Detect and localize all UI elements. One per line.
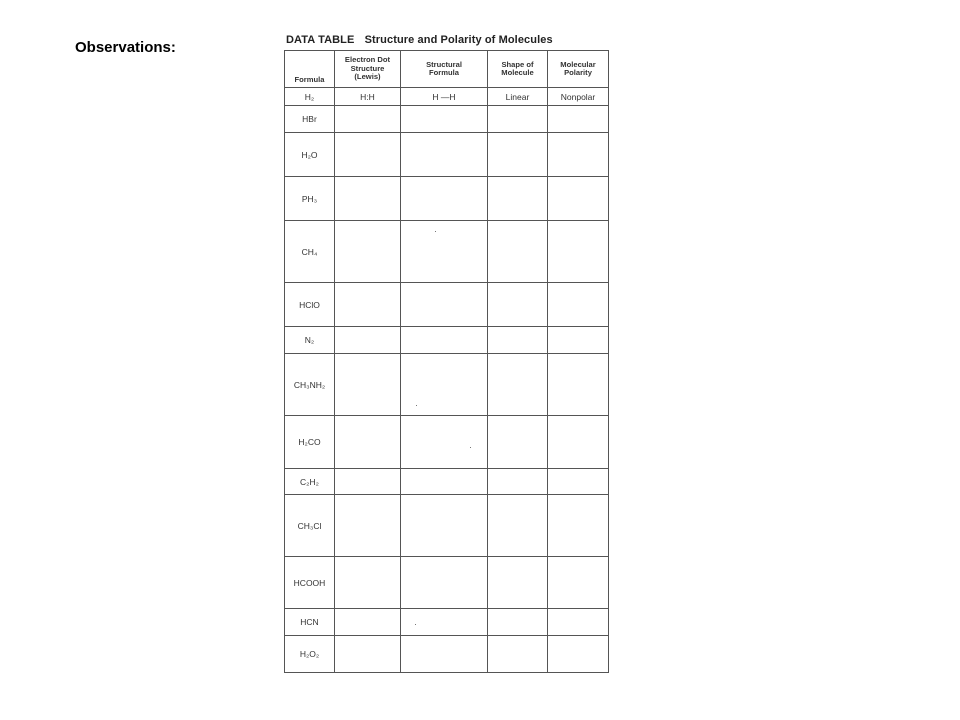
structural-cell <box>401 283 488 327</box>
table-row <box>285 354 609 416</box>
polarity-cell <box>548 609 609 636</box>
shape-cell <box>488 469 548 495</box>
example-lewis-cell: H:H <box>335 88 401 106</box>
shape-cell <box>488 106 548 133</box>
table-row <box>285 133 609 177</box>
table-row <box>285 221 609 283</box>
lewis-cell <box>335 469 401 495</box>
example-structural-cell: H —H <box>401 88 488 106</box>
shape-cell <box>488 354 548 416</box>
formula-cell: H₂O₂ <box>285 636 335 673</box>
structural-cell <box>401 557 488 609</box>
polarity-cell <box>548 636 609 673</box>
table-row <box>285 495 609 557</box>
data-table-lead: DATA TABLE <box>286 34 355 46</box>
table-row <box>285 609 609 636</box>
shape-cell <box>488 221 548 283</box>
data-table-title <box>286 34 553 46</box>
formula-cell: H₂CO <box>285 416 335 469</box>
formula-cell: H₂O <box>285 133 335 177</box>
formula-cell: CH₄ <box>285 221 335 283</box>
structural-cell <box>401 636 488 673</box>
lewis-cell <box>335 354 401 416</box>
example-polarity-cell: Nonpolar <box>548 88 609 106</box>
formula-cell: CH₃Cl <box>285 495 335 557</box>
polarity-cell <box>548 221 609 283</box>
example-shape-cell: Linear <box>488 88 548 106</box>
header-shape-line: Molecule <box>501 68 534 77</box>
header-polarity <box>548 51 609 88</box>
polarity-cell <box>548 177 609 221</box>
header-shape-line: Shape of <box>501 59 534 69</box>
example-row <box>285 88 609 106</box>
structural-cell <box>401 354 488 416</box>
header-polarity-line: Molecular <box>560 59 596 69</box>
formula-cell: HCN <box>285 609 335 636</box>
table-row <box>285 636 609 673</box>
polarity-cell <box>548 354 609 416</box>
example-formula-cell: H₂ <box>285 88 335 106</box>
formula-cell: C₂H₂ <box>285 469 335 495</box>
shape-cell <box>488 327 548 354</box>
scan-speck <box>435 231 436 232</box>
lewis-cell <box>335 609 401 636</box>
shape-cell <box>488 133 548 177</box>
header-structural <box>401 51 488 88</box>
lewis-cell <box>335 495 401 557</box>
lewis-cell <box>335 557 401 609</box>
shape-cell <box>488 416 548 469</box>
structural-cell <box>401 177 488 221</box>
header-structural-line: Structural <box>426 59 462 69</box>
polarity-cell <box>548 133 609 177</box>
shape-cell <box>488 177 548 221</box>
table-row <box>285 177 609 221</box>
formula-cell: HBr <box>285 106 335 133</box>
shape-cell <box>488 495 548 557</box>
polarity-cell <box>548 495 609 557</box>
polarity-cell <box>548 469 609 495</box>
scan-speck <box>470 447 471 448</box>
structural-cell <box>401 133 488 177</box>
polarity-cell <box>548 557 609 609</box>
formula-cell: HCOOH <box>285 557 335 609</box>
shape-cell <box>488 636 548 673</box>
table-row <box>285 106 609 133</box>
formula-cell: N₂ <box>285 327 335 354</box>
formula-cell: PH₃ <box>285 177 335 221</box>
shape-cell <box>488 557 548 609</box>
header-electron-dot <box>335 51 401 88</box>
scan-speck <box>416 405 417 406</box>
header-formula: Formula <box>285 51 335 88</box>
structural-cell <box>401 327 488 354</box>
polarity-cell <box>548 416 609 469</box>
polarity-cell <box>548 283 609 327</box>
shape-cell <box>488 609 548 636</box>
table-row <box>285 557 609 609</box>
header-structural-line: Formula <box>429 68 459 77</box>
polarity-cell <box>548 106 609 133</box>
lewis-cell <box>335 177 401 221</box>
lewis-cell <box>335 221 401 283</box>
lewis-cell <box>335 636 401 673</box>
observations-label: Observations: <box>75 39 176 56</box>
lewis-cell <box>335 416 401 469</box>
structural-cell <box>401 416 488 469</box>
structural-cell <box>401 221 488 283</box>
header-polarity-line: Polarity <box>564 68 592 77</box>
header-electron-dot-line: Structure <box>350 63 385 73</box>
lewis-cell <box>335 283 401 327</box>
table-row <box>285 469 609 495</box>
header-electron-dot-line: (Lewis) <box>354 72 381 82</box>
data-table-title-text: Structure and Polarity of Molecules <box>364 34 553 46</box>
table-row <box>285 416 609 469</box>
header-electron-dot-line: Electron Dot <box>344 55 391 65</box>
table-row <box>285 327 609 354</box>
table-row <box>285 283 609 327</box>
formula-cell: HClO <box>285 283 335 327</box>
lewis-cell <box>335 133 401 177</box>
lewis-cell <box>335 327 401 354</box>
structural-cell <box>401 106 488 133</box>
lewis-cell <box>335 106 401 133</box>
structural-cell <box>401 495 488 557</box>
header-row <box>285 51 609 88</box>
scan-speck <box>415 624 416 625</box>
formula-cell: CH₃NH₂ <box>285 354 335 416</box>
shape-cell <box>488 283 548 327</box>
data-table <box>284 50 609 673</box>
polarity-cell <box>548 327 609 354</box>
structural-cell <box>401 469 488 495</box>
header-shape <box>488 51 548 88</box>
structural-cell <box>401 609 488 636</box>
